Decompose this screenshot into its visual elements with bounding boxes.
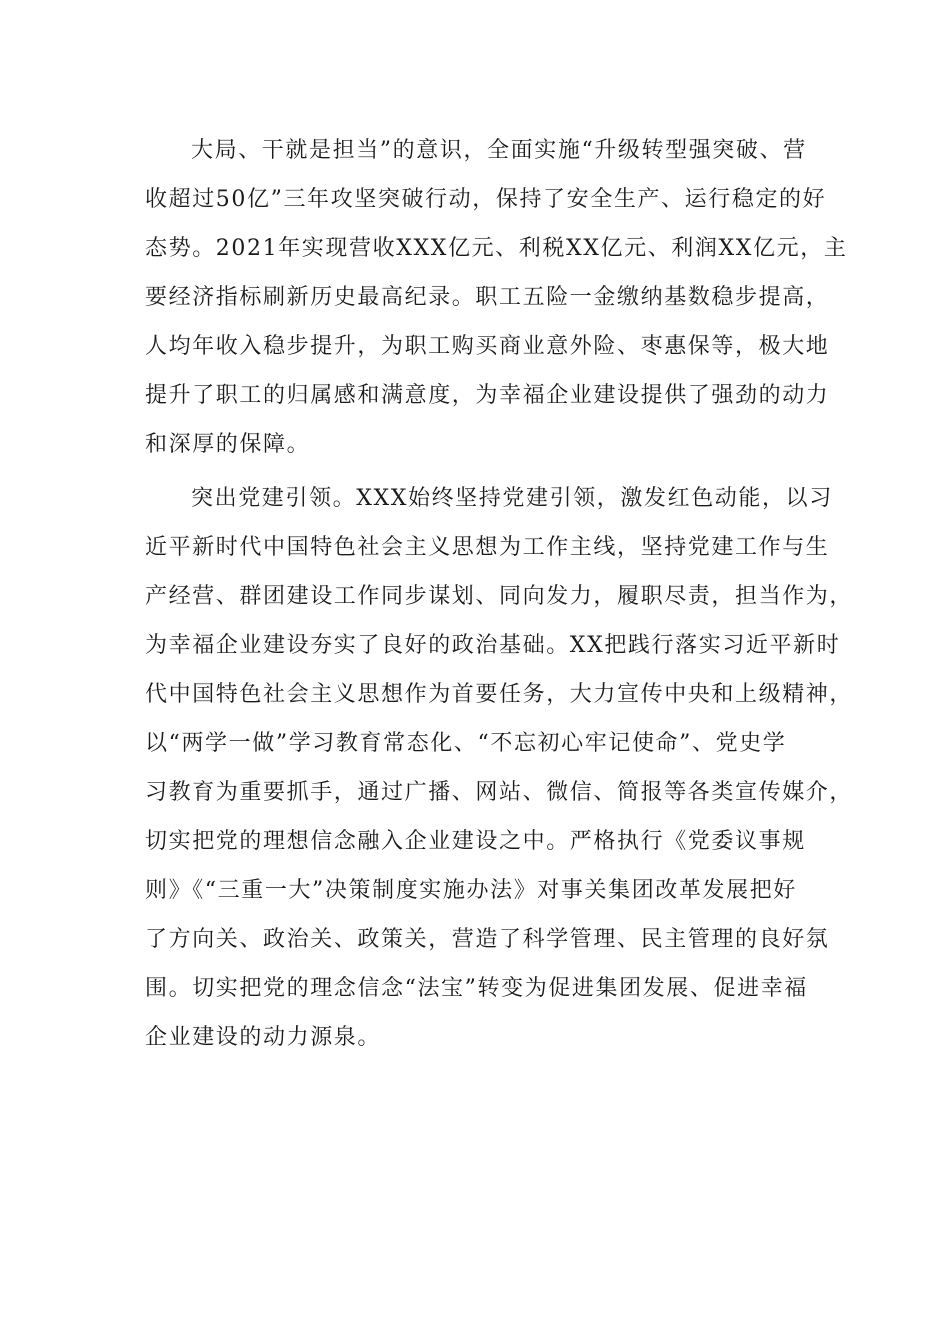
paragraph-2-line: 了方向关、政治关、政策关，营造了科学管理、民主管理的良好氛	[145, 927, 830, 952]
paragraph-1-line: 提升了职工的归属感和满意度，为幸福企业建设提供了强劲的动力	[145, 383, 830, 408]
paragraph-1-line: 态势。2021年实现营收XXX亿元、利税XX亿元、利润XX亿元，主	[145, 236, 848, 261]
paragraph-2-line: 代中国特色社会主义思想作为首要任务，大力宣传中央和上级精神，	[145, 682, 854, 707]
paragraph-2-line: 以“两学一做”学习教育常态化、“不忘初心牢记使命”、党史学	[145, 731, 787, 756]
paragraph-1-line: 和深厚的保障。	[145, 432, 311, 457]
paragraph-1-line: 人均年收入稳步提升，为职工购买商业意外险、枣惠保等，极大地	[145, 334, 830, 359]
paragraph-2-line: 围。切实把党的理念信念“法宝”转变为促进集团发展、促进幸福	[145, 976, 808, 1001]
paragraph-2-line: 企业建设的动力源泉。	[145, 1025, 382, 1050]
paragraph-2-line: 产经营、群团建设工作同步谋划、同向发力，履职尽责，担当作为，	[145, 584, 854, 609]
paragraph-2-line: 习教育为重要抓手，通过广播、网站、微信、简报等各类宣传媒介，	[145, 780, 854, 805]
paragraph-1-line: 收超过50亿”三年攻坚突破行动，保持了安全生产、运行稳定的好	[145, 187, 827, 212]
paragraph-2-line: 突出党建引领。XXX始终坚持党建引领，激发红色动能，以习	[191, 486, 833, 511]
paragraph-2-line: 切实把党的理想信念融入企业建设之中。严格执行《党委议事规	[145, 829, 806, 854]
paragraph-2-line: 近平新时代中国特色社会主义思想为工作主线，坚持党建工作与生	[145, 535, 830, 560]
paragraph-1-line: 大局、干就是担当”的意识，全面实施“升级转型强突破、营	[191, 138, 807, 163]
paragraph-2-line: 为幸福企业建设夯实了良好的政治基础。XX把践行落实习近平新时	[145, 633, 841, 658]
paragraph-2-line: 则》《“三重一大”决策制度实施办法》对事关集团改革发展把好	[145, 878, 797, 903]
paragraph-1-line: 要经济指标刷新历史最高纪录。职工五险一金缴纳基数稳步提高，	[145, 285, 830, 310]
